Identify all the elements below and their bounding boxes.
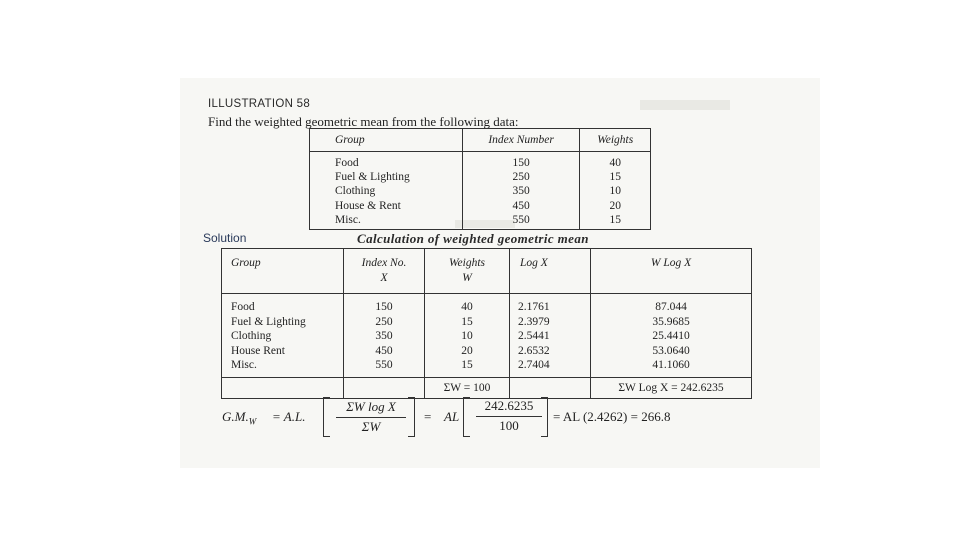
frac1-bar <box>336 417 406 418</box>
formula-lhs: $G.M._W$ <box>222 409 257 427</box>
cell-group: Food <box>310 152 463 171</box>
cell-group: Clothing <box>310 184 463 198</box>
totals-row <box>222 377 752 398</box>
cell-index: 550 <box>344 358 425 377</box>
frac1-numerator: ΣW log X <box>346 399 396 414</box>
table-row <box>222 358 752 377</box>
col-header-log-x: Log X <box>510 249 591 294</box>
cell-group: Clothing <box>222 329 344 344</box>
cell-w-log-x: 41.1060 <box>652 359 690 372</box>
cell-weight: 15 <box>609 213 621 226</box>
total-empty <box>222 377 344 398</box>
formula-al: AL <box>444 409 460 424</box>
solution-label: Solution <box>203 231 247 245</box>
cell-weight: 40 <box>425 294 510 315</box>
cell-w-log-x: 25.4410 <box>652 330 690 343</box>
table-row <box>222 344 752 359</box>
cell-w-log-x: 87.044 <box>655 301 687 313</box>
cell-log-x: 2.6532 <box>510 344 591 359</box>
table-header-row <box>222 249 752 294</box>
total-w-log-x: ΣW Log X = 242.6235 <box>591 377 752 398</box>
cell-index: 450 <box>344 344 425 359</box>
formula-eq-al: = A.L. <box>272 409 306 424</box>
formula-result: = AL (2.4262) = 266.8 <box>553 409 671 424</box>
cell-index: 250 <box>344 315 425 330</box>
cell-group: Fuel & Lighting <box>222 315 344 330</box>
cell-group: Food <box>222 294 344 315</box>
total-empty <box>510 377 591 398</box>
cell-log-x: 2.3979 <box>510 315 591 330</box>
total-weights: ΣW = 100 <box>425 377 510 398</box>
data-table <box>309 128 651 230</box>
frac1-denominator: ΣW <box>361 419 381 434</box>
left-bracket <box>463 397 470 437</box>
table-row <box>310 152 651 171</box>
illustration-label: ILLUSTRATION 58 <box>208 98 311 110</box>
cell-weight: 20 <box>609 199 621 212</box>
col-header-w-log-x: W Log X <box>591 249 752 294</box>
cell-index: 350 <box>344 329 425 344</box>
cell-weight: 10 <box>609 185 621 198</box>
cell-weight: 15 <box>425 358 510 377</box>
cell-group: Misc. <box>222 358 344 377</box>
cell-weight: 15 <box>425 315 510 330</box>
frac2-denominator: 100 <box>499 418 519 433</box>
solution-caption: Calculation of weighted geometric mean <box>357 231 589 246</box>
table-row <box>222 294 752 315</box>
cell-weight: 10 <box>425 329 510 344</box>
col-header-weights: Weights <box>580 129 651 152</box>
left-bracket <box>323 397 330 437</box>
formula-lhs-sub: W <box>248 416 257 427</box>
table-row <box>310 199 651 213</box>
cell-log-x: 2.5441 <box>510 329 591 344</box>
cell-log-x: 2.1761 <box>510 294 591 315</box>
cell-weight: 40 <box>609 157 621 169</box>
table-row <box>310 170 651 184</box>
cell-index: 250 <box>462 170 580 184</box>
cell-log-x: 2.7404 <box>510 358 591 377</box>
cell-index: 150 <box>462 152 580 171</box>
cell-weight: 20 <box>425 344 510 359</box>
formula-eq: = <box>424 409 432 424</box>
right-bracket <box>408 397 415 437</box>
frac2-numerator: 242.6235 <box>484 398 534 413</box>
cell-group: Misc. <box>310 213 463 230</box>
cell-w-log-x: 53.0640 <box>652 344 690 357</box>
cell-weight: 15 <box>609 171 621 184</box>
col-header-weights: Weights W <box>425 249 510 294</box>
table-header-row <box>310 129 651 152</box>
cell-group: Fuel & Lighting <box>310 170 463 184</box>
table-row <box>222 315 752 330</box>
col-header-index-number: Index Number <box>462 129 580 152</box>
total-empty <box>344 377 425 398</box>
col-header-index-no: Index No. X <box>344 249 425 294</box>
cell-index: 150 <box>344 294 425 315</box>
solution-table <box>221 248 752 399</box>
table-row <box>222 329 752 344</box>
col-header-group: Group <box>310 129 463 152</box>
cell-group: House Rent <box>222 344 344 359</box>
cell-index: 450 <box>462 199 580 213</box>
page-smudge <box>640 100 730 110</box>
question-text: Find the weighted geometric mean from the following data: <box>208 114 519 129</box>
cell-w-log-x: 35.9685 <box>652 315 690 328</box>
cell-index: 350 <box>462 184 580 198</box>
frac2-bar <box>476 416 542 417</box>
cell-index: 550 <box>462 213 580 230</box>
right-bracket <box>541 397 548 437</box>
cell-group: House & Rent <box>310 199 463 213</box>
table-row <box>310 213 651 230</box>
table-row <box>310 184 651 198</box>
col-header-group: Group <box>222 249 344 294</box>
